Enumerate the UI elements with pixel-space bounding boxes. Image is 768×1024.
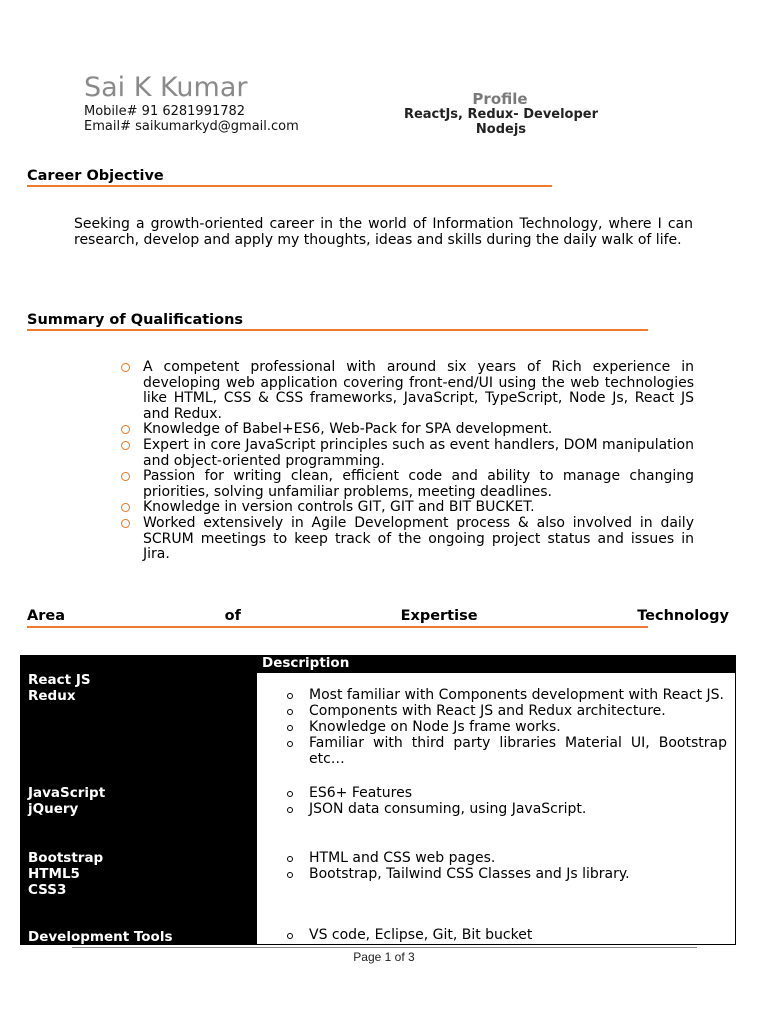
technology-label: JavaScript jQuery	[28, 785, 106, 817]
career-objective-text: Seeking a growth-oriented career in the world of Information Technology, where I can research, develop and apply my thoughts, ideas and skills during the daily walk of life.	[74, 216, 693, 248]
circle-bullet-icon	[287, 933, 293, 939]
circle-bullet-icon	[121, 503, 130, 512]
circle-bullet-icon	[287, 872, 293, 878]
mobile-number: Mobile# 91 6281991782	[84, 104, 246, 119]
circle-bullet-icon	[121, 363, 130, 372]
circle-bullet-icon	[287, 693, 293, 699]
circle-bullet-icon	[287, 856, 293, 862]
circle-bullet-icon	[121, 519, 130, 528]
expertise-heading-word: Expertise	[400, 608, 478, 624]
circle-bullet-icon	[287, 741, 293, 747]
list-item: Knowledge of Babel+ES6, Web-Pack for SPA development.	[120, 422, 694, 438]
footer-divider	[72, 947, 697, 948]
qualifications-heading: Summary of Qualifications	[27, 312, 244, 328]
expertise-heading	[27, 608, 729, 624]
list-item: Worked extensively in Agile Development process & also involved in daily SCRUM meetings to keep track of the ongoing project status and issues in Jira.	[120, 516, 694, 563]
circle-bullet-icon	[121, 472, 130, 481]
profile-heading: Profile	[472, 90, 528, 108]
expertise-heading-word: Area	[27, 608, 65, 624]
technology-label: Bootstrap HTML5 CSS3	[28, 850, 104, 898]
table-row	[256, 673, 736, 786]
description-list	[287, 785, 727, 817]
list-item: VS code, Eclipse, Git, Bit bucket	[287, 927, 727, 943]
description-list	[287, 927, 727, 943]
description-list	[287, 850, 727, 882]
list-item: Components with React JS and Redux architecture.	[287, 703, 727, 719]
circle-bullet-icon	[121, 441, 130, 450]
circle-bullet-icon	[121, 425, 130, 434]
profile-extra: Nodejs	[475, 122, 527, 137]
email-address: Email# saikumarkyd@gmail.com	[84, 119, 299, 134]
career-objective-heading: Career Objective	[27, 168, 164, 184]
list-item: Familiar with third party libraries Material UI, Bootstrap etc…	[287, 735, 727, 767]
circle-bullet-icon	[287, 791, 293, 797]
table-row	[256, 785, 736, 850]
page-number: Page 1 of 3	[353, 950, 415, 964]
candidate-name: Sai K Kumar	[84, 72, 248, 103]
list-item: Passion for writing clean, efficient code and ability to manage changing priorities, solving unfamiliar problems, meeting deadlines.	[120, 469, 694, 500]
circle-bullet-icon	[287, 709, 293, 715]
profile-role: ReactJs, Redux- Developer	[403, 107, 599, 122]
description-list	[287, 687, 727, 767]
list-item: JSON data consuming, using JavaScript.	[287, 801, 727, 817]
technology-label: Development Tools	[28, 929, 173, 945]
list-item: Most familiar with Components development with React JS.	[287, 687, 727, 703]
table-row	[256, 849, 736, 913]
list-item: Knowledge on Node Js frame works.	[287, 719, 727, 735]
table-row	[256, 912, 736, 945]
career-objective-rule	[27, 185, 552, 187]
description-header: Description	[262, 655, 350, 671]
list-item: A competent professional with around six years of Rich experience in developing web application covering front-end/UI using the web technologies like HTML, CSS & CSS frameworks, JavaScript, TypeScript, Node Js, React JS and Redux.	[120, 360, 694, 422]
technology-label: React JS Redux	[28, 672, 91, 704]
expertise-rule	[27, 626, 648, 628]
circle-bullet-icon	[287, 725, 293, 731]
list-item: ES6+ Features	[287, 785, 727, 801]
qualifications-rule	[27, 329, 648, 331]
list-item: HTML and CSS web pages.	[287, 850, 727, 866]
technology-table	[20, 655, 736, 945]
qualifications-list	[120, 360, 694, 563]
list-item: Expert in core JavaScript principles such as event handlers, DOM manipulation and object-oriented programming.	[120, 438, 694, 469]
circle-bullet-icon	[287, 807, 293, 813]
expertise-heading-word: Technology	[637, 608, 729, 624]
expertise-heading-word: of	[224, 608, 241, 624]
list-item: Knowledge in version controls GIT, GIT and BIT BUCKET.	[120, 500, 694, 516]
list-item: Bootstrap, Tailwind CSS Classes and Js library.	[287, 866, 727, 882]
